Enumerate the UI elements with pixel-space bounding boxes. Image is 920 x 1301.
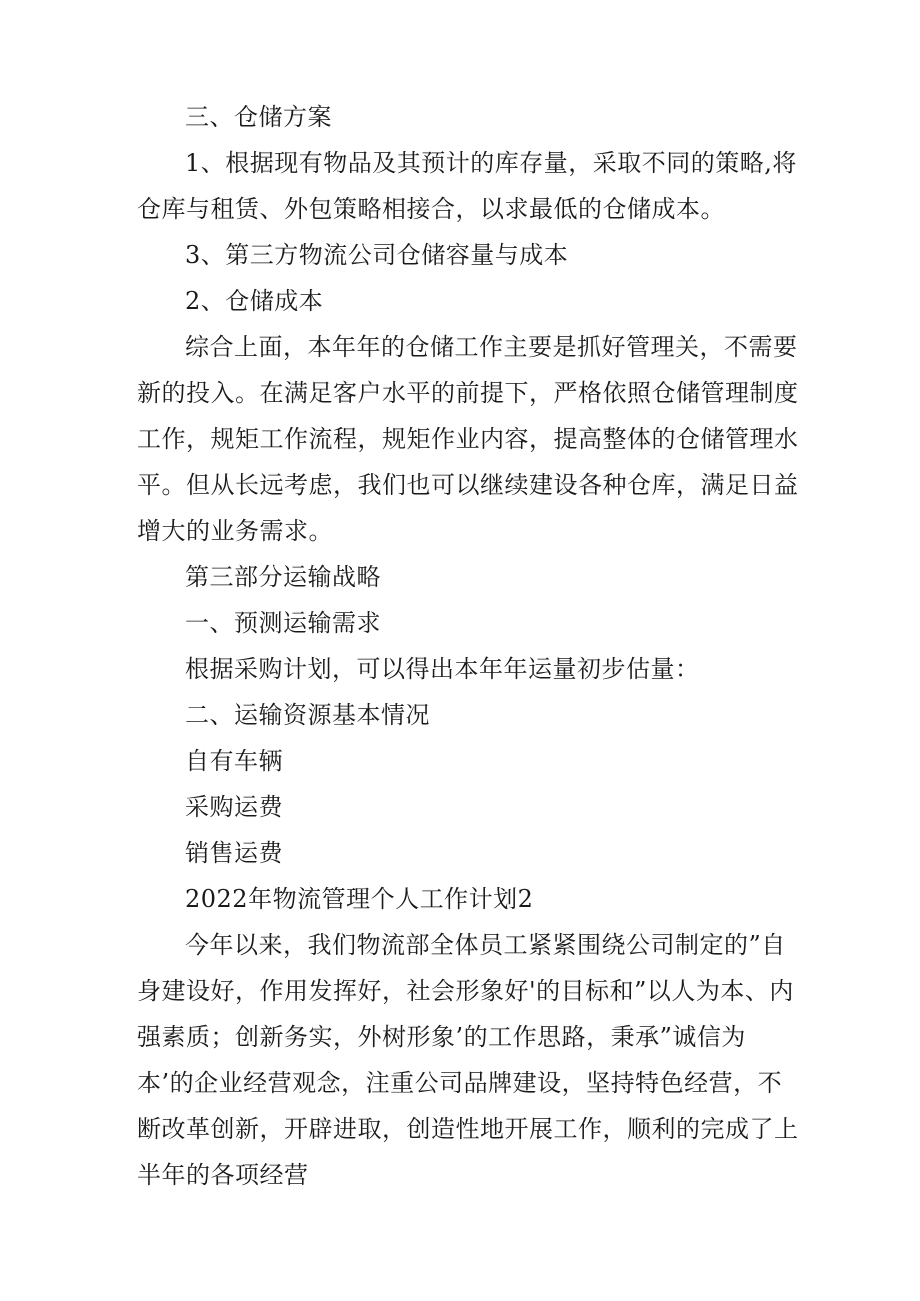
document-title-plan-2: 2022年物流管理个人工作计划2: [185, 885, 534, 913]
paragraph-warehouse-summary: 综合上面，本年年的仓储工作主要是抓好管理关，不需要新的投入。在满足客户水平的前提下，严格依照仓储管理制度工作，规矩工作流程，规矩作业内容，提高整体的仓储管理水平。但从长远考虑，我们也可以继续建设各种仓库，满足日益增大的业务需求。: [137, 333, 799, 545]
paragraph-logistics-review: 今年以来，我们物流部全体员工紧紧围绕公司制定的”自身建设好，作用发挥好，社会形象好'的目标和”以人为本、内强素质；创新务实，外树形象’的工作思路，秉承”诚信为本’的企业经营观念，注重公司品牌建设，坚持特色经营，不断改革创新，开辟进取，创造性地开展工作，顺利的完成了上半年的各项经营: [137, 931, 799, 1189]
list-item-sales-freight: 销售运费: [185, 839, 283, 867]
list-item-purchase-freight: 采购运费: [185, 793, 283, 821]
list-item-own-vehicles: 自有车辆: [185, 747, 283, 775]
paragraph-warehouse-strategy: 1、根据现有物品及其预计的库存量，采取不同的策略,将仓库与租赁、外包策略相接合，以求最低的仓储成本。: [137, 149, 797, 223]
section-heading-warehouse-plan: 三、仓储方案: [185, 103, 332, 131]
list-item-warehouse-cost: 2、仓储成本: [185, 287, 324, 315]
section-heading-forecast-demand: 一、预测运输需求: [185, 609, 381, 637]
list-item-third-party-capacity: 3、第三方物流公司仓储容量与成本: [185, 241, 569, 269]
part-heading-transport-strategy: 第三部分运输战略: [185, 563, 381, 591]
section-heading-transport-resources: 二、运输资源基本情况: [185, 701, 430, 729]
document-body: [137, 94, 801, 1198]
paragraph-purchase-plan: 根据采购计划，可以得出本年年运量初步估量：: [185, 655, 700, 683]
